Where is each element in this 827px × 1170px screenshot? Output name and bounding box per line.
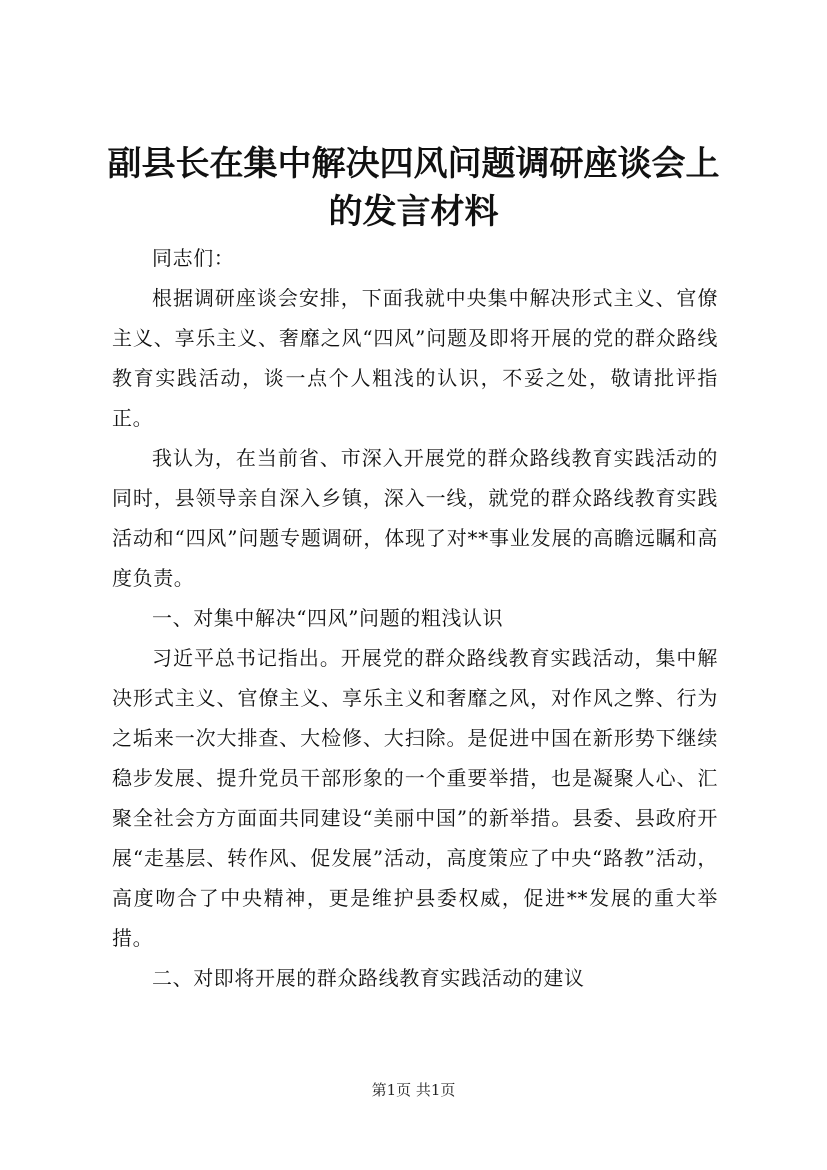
section-heading-1: 一、对集中解决“四风”问题的粗浅认识 [152, 606, 504, 630]
document-title: 副县长在集中解决四风问题调研座谈会上的发言材料 [107, 144, 720, 232]
salutation: 同志们： [152, 246, 235, 270]
paragraph-2: 我认为，在当前省、市深入开展党的群众路线教育实践活动的同时，县领导亲自深入乡镇，深入一线，就党的群众路线教育实践活动和“四风”问题专题调研，体现了对**事业发展的高瞻远瞩和高度负责。 [112, 446, 718, 590]
section-heading-2: 二、对即将开展的群众路线教育实践活动的建议 [152, 966, 585, 990]
paragraph-3: 习近平总书记指出。开展党的群众路线教育实践活动，集中解决形式主义、官僚主义、享乐主义和奢靡之风，对作风之弊、行为之垢来一次大排查、大检修、大扫除。是促进中国在新形势下继续稳步发展、提升党员干部形象的一个重要举措，也是凝聚人心、汇聚全社会方方面面共同建设“美丽中国”的新举措。县委、县政府开展“走基层、转作风、促发展”活动，高度策应了中央“路教”活动，高度吻合了中央精神，更是维护县委权威，促进**发展的重大举措。 [112, 646, 718, 950]
document-body [112, 238, 718, 998]
page-footer: 第1页 共1页 [371, 1081, 456, 1099]
paragraph-1: 根据调研座谈会安排，下面我就中央集中解决形式主义、官僚主义、享乐主义、奢靡之风“四风”问题及即将开展的党的群众路线教育实践活动，谈一点个人粗浅的认识，不妥之处，敬请批评指正。 [112, 286, 718, 430]
